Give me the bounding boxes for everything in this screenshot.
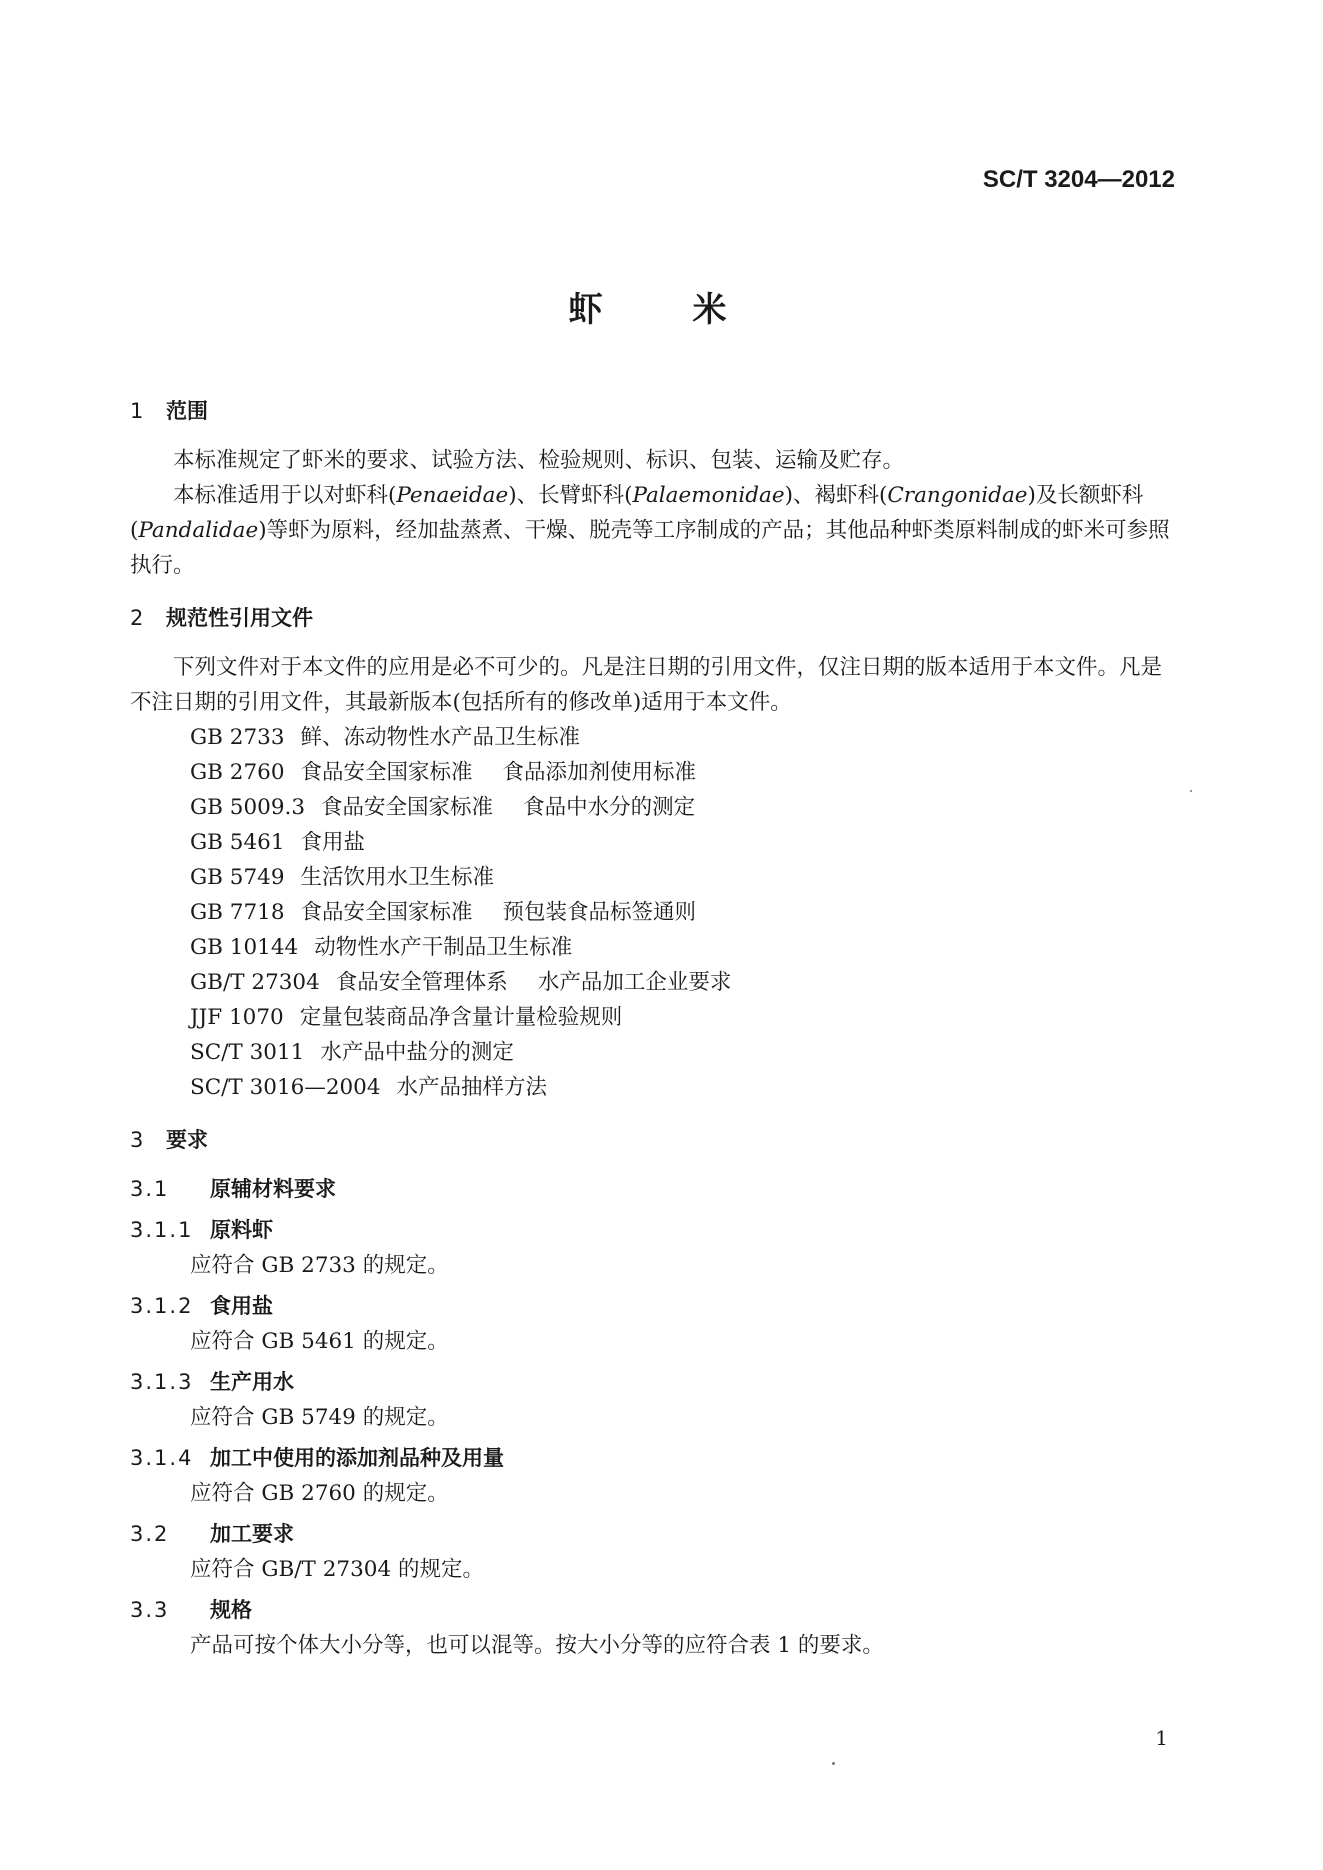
reference-item [130, 895, 1180, 930]
section-number: 2 [130, 606, 144, 630]
reference-title: 定量包装商品净含量计量检验规则 [299, 1005, 623, 1030]
species-name: Penaeidae [396, 483, 509, 508]
section-heading-scope [130, 394, 1180, 429]
page-number: 1 [1155, 1726, 1168, 1750]
subsection-heading [130, 1289, 1180, 1324]
reference-item [130, 790, 1180, 825]
subsection-heading [130, 1365, 1180, 1400]
reference-code: GB 5461 [190, 830, 285, 855]
reference-code: GB 5009.3 [190, 795, 306, 820]
reference-title: 水产品抽样方法 [396, 1075, 548, 1100]
reference-title: 食品安全国家标准 [300, 760, 473, 785]
reference-title: 食品安全国家标准 [300, 900, 473, 925]
reference-title: 食品安全管理体系 [335, 970, 508, 995]
reference-code: GB 5749 [190, 865, 285, 890]
reference-code: GB 10144 [190, 935, 299, 960]
reference-item [130, 930, 1180, 965]
section-title: 范围 [166, 399, 208, 423]
requirement-text: 产品可按个体大小分等，也可以混等。按大小分等的应符合表 1 的要求。 [190, 1633, 884, 1658]
reference-subtitle: 食品中水分的测定 [523, 795, 696, 820]
reference-title: 动物性水产干制品卫生标准 [314, 935, 573, 960]
subsection-number: 3.3 [130, 1598, 170, 1622]
reference-code: SC/T 3011 [190, 1040, 305, 1065]
reference-subtitle: 水产品加工企业要求 [537, 970, 732, 995]
subsection-number: 3.1.1 [130, 1218, 194, 1242]
text-segment: )、褐虾科( [784, 483, 888, 508]
scope-paragraph-2 [130, 478, 1180, 583]
reference-item [130, 860, 1180, 895]
subsection-number: 3.1.2 [130, 1294, 194, 1318]
subsection-heading [130, 1593, 1180, 1628]
subsection-heading [130, 1172, 1180, 1207]
subsection-number: 3.1.4 [130, 1446, 194, 1470]
reference-item [130, 1035, 1180, 1070]
reference-list [130, 720, 1180, 1105]
scope-paragraph-1: 本标准规定了虾米的要求、试验方法、检验规则、标识、包装、运输及贮存。 [173, 448, 905, 473]
section-number: 1 [130, 399, 144, 423]
text-segment: 本标准适用于以对虾科( [173, 483, 397, 508]
document-body [130, 378, 1180, 1667]
subsection-title: 生产用水 [210, 1370, 294, 1394]
text-segment: )、长臂虾科( [508, 483, 633, 508]
requirement-text: 应符合 GB 5461 的规定。 [190, 1329, 449, 1354]
section-title: 规范性引用文件 [166, 606, 313, 630]
reference-item [130, 720, 1180, 755]
reference-title: 食品安全国家标准 [321, 795, 494, 820]
text-segment: )及长额虾科( [130, 483, 1144, 543]
reference-subtitle: 预包装食品标签通则 [502, 900, 697, 925]
requirement-text: 应符合 GB 5749 的规定。 [190, 1405, 449, 1430]
reference-code: GB/T 27304 [190, 970, 320, 995]
subsection-heading [130, 1517, 1180, 1552]
reference-title: 生活饮用水卫生标准 [300, 865, 495, 890]
subsection-number: 3.1 [130, 1177, 170, 1201]
scan-speck [832, 1762, 835, 1765]
subsection-number: 3.1.3 [130, 1370, 194, 1394]
requirement-text: 应符合 GB 2760 的规定。 [190, 1481, 449, 1506]
reference-code: SC/T 3016—2004 [190, 1075, 381, 1100]
scan-speck [1190, 790, 1192, 792]
species-name: Crangonidae [887, 483, 1028, 508]
section-number: 3 [130, 1128, 144, 1152]
requirement-text: 应符合 GB/T 27304 的规定。 [190, 1557, 484, 1582]
subsection-heading [130, 1213, 1180, 1248]
references-intro: 下列文件对于本文件的应用是必不可少的。凡是注日期的引用文件，仅注日期的版本适用于本文件。凡是不注日期的引用文件，其最新版本(包括所有的修改单)适用于本文件。 [130, 655, 1163, 715]
reference-code: GB 7718 [190, 900, 285, 925]
section-heading-references [130, 601, 1180, 636]
subsection-heading [130, 1441, 1180, 1476]
subsection-title: 加工要求 [210, 1522, 294, 1546]
reference-item [130, 755, 1180, 790]
reference-code: GB 2760 [190, 760, 285, 785]
reference-title: 食用盐 [300, 830, 366, 855]
reference-code: GB 2733 [190, 725, 285, 750]
document-title: 虾 米 [568, 290, 755, 330]
subsection-title: 原辅材料要求 [210, 1177, 336, 1201]
reference-title: 水产品中盐分的测定 [320, 1040, 514, 1065]
subsection-title: 加工中使用的添加剂品种及用量 [210, 1446, 504, 1470]
reference-item [130, 1070, 1180, 1105]
species-name: Pandalidae [138, 518, 259, 543]
document-code: SC/T 3204—2012 [982, 166, 1175, 193]
reference-subtitle: 食品添加剂使用标准 [502, 760, 697, 785]
reference-title: 鲜、冻动物性水产品卫生标准 [300, 725, 581, 750]
section-heading-requirements [130, 1123, 1180, 1158]
reference-code: JJF 1070 [190, 1005, 284, 1030]
requirement-text: 应符合 GB 2733 的规定。 [190, 1253, 449, 1278]
section-title: 要求 [166, 1128, 208, 1152]
subsection-title: 原料虾 [210, 1218, 273, 1242]
subsection-number: 3.2 [130, 1522, 170, 1546]
subsection-title: 食用盐 [210, 1294, 273, 1318]
reference-item [130, 965, 1180, 1000]
subsection-title: 规格 [210, 1598, 252, 1622]
reference-item [130, 825, 1180, 860]
text-segment: )等虾为原料，经加盐蒸煮、干燥、脱壳等工序制成的产品；其他品种虾类原料制成的虾米可参照执行。 [130, 518, 1170, 578]
reference-item [130, 1000, 1180, 1035]
species-name: Palaemonidae [632, 483, 785, 508]
